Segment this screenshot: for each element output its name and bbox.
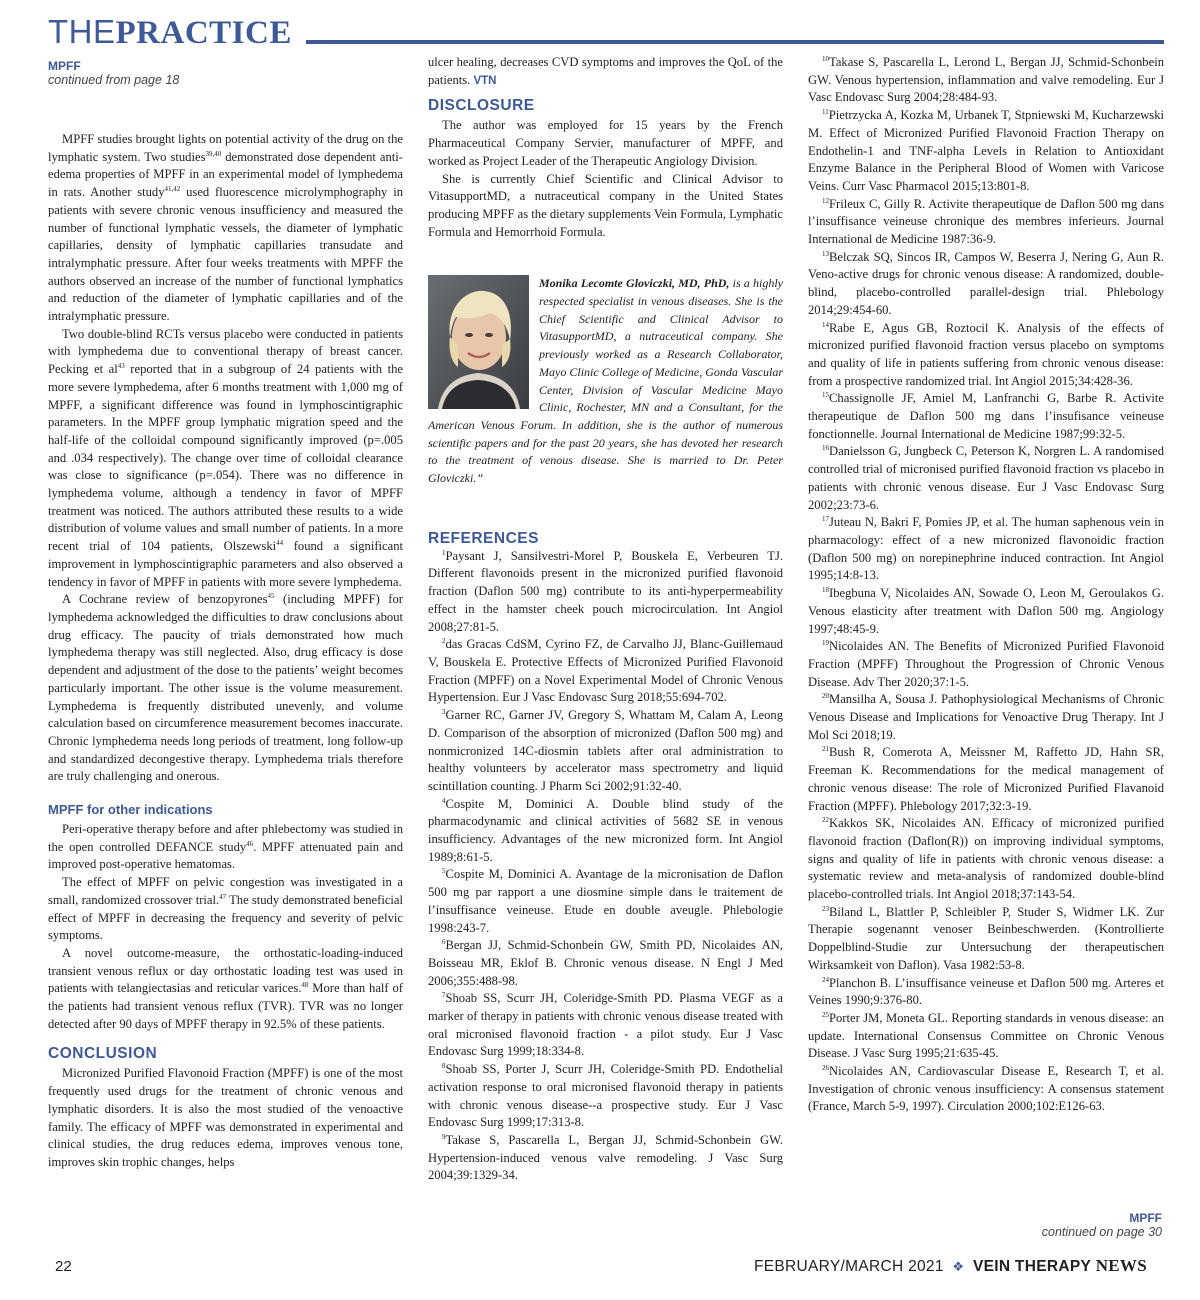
reference-number: 4	[442, 796, 446, 805]
reference-number: 20	[822, 692, 829, 701]
reference-text: Belczak SQ, Sincos IR, Campos W, Beserra J, Nering G, Aun R. Veno-active drugs for chronic venous disease: A randomized, double-blind, placebo-controlled parallel-design trial. Phlebology 2014;29:454-60.	[808, 249, 1164, 317]
reference-item	[808, 54, 1164, 107]
reference-item	[808, 107, 1164, 196]
reference-item	[428, 1132, 783, 1185]
body-paragraph: A novel outcome-measure, the orthostatic-loading-induced transient venous reflux or day orthostatic loading test was used in patients with telangiectasias and reticular varices.$^{48}$ More than half of the patients had transient venous reflux (TVR). TVR was no longer detected after 90 days of MPFF therapy in 92.5% of these patients.	[48, 945, 403, 1031]
body-paragraph: MPFF studies brought lights on potential activity of the drug on the lymphatic system. Two studies$^{39,40}$ demonstrated dose dependent anti-edema properties of MPFF in an experimental model of lymphedema in rats. Another study$^{41,42}$ used fluorescence microlymphography in patients with severe chronic venous insufficiency and measured the number of functional lymphatic vessels, the diameter of lymphatic capillaries, density of lymphatic capillaries transudate and intralymphatic pressure. After four weeks treatments with MPFF the authors observed an increase of the number of functional lymphatics and reduction of the diameter of lymphatic capillaries and of the intralymphatic pressure.	[48, 132, 403, 324]
author-photo	[428, 275, 529, 409]
reference-item	[808, 443, 1164, 514]
reference-text: Shoab SS, Porter J, Scurr JH, Coleridge-Smith PD. Endothelial activation response to oral micronised flavonoid therapy in patients with chronic venous disease--a prospective study. Eur J Vasc Endovasc Surg 1999;17:313-8.	[428, 1062, 783, 1130]
reference-item	[808, 514, 1164, 585]
author-bio	[428, 275, 783, 487]
reference-text: Cospite M, Dominici A. Avantage de la micronisation de Daflon 500 mg par rapport a une diosmine simple dans le traitement de l’insuffisance veineuse. Etude en double aveugle. Phlebologie 1998:243-7.	[428, 867, 783, 935]
reference-text: Porter JM, Moneta GL. Reporting standards in venous disease: an update. International Consensus Committee on Chronic Venous Disease. J Vasc Surg 1995;21:635-45.	[808, 1010, 1164, 1061]
section-masthead	[48, 14, 1164, 50]
page-number: 22	[55, 1258, 72, 1275]
body-paragraph: ulcer healing, decreases CVD symptoms and improves the QoL of the patients. VTN	[428, 55, 783, 87]
reference-number: 15	[822, 391, 829, 400]
reference-number: 25	[822, 1010, 829, 1019]
heading-disclosure: DISCLOSURE	[428, 97, 535, 115]
reference-number: 5	[442, 867, 446, 876]
reference-number: 16	[822, 444, 829, 453]
reference-item	[808, 249, 1164, 320]
reference-number: 17	[822, 515, 829, 524]
reference-number: 10	[822, 54, 829, 63]
reference-number: 8	[442, 1061, 446, 1070]
issue-date: FEBRUARY/MARCH 2021	[754, 1258, 944, 1275]
reference-item	[808, 638, 1164, 691]
reference-number: 19	[822, 639, 829, 648]
author-bio-text: Monika Lecomte Gloviczki, MD, PhD, is a highly respected specialist in venous diseases. She is the Chief Scientific and Clinical Advisor to VitasupportMD, a nutraceutical company. She previously worked as a Research Collaborator, Mayo Clinic College of Medicine, Gonda Vascular Center, Division of Vascular Medicine Mayo Clinic, Rochester, MN and a Consultant, for the American Venous Forum. In addition, she is the author of numerous scientific papers and for the past 20 years, she has devoted her research to the treatment of venous disease. She is married to Dr. Peter Gloviczki.”	[428, 276, 783, 486]
reference-number: 3	[442, 707, 446, 716]
reference-number: 24	[822, 975, 829, 984]
reference-text: Ibegbuna V, Nicolaides AN, Sowade O, Leon M, Geroulakos G. Venous elasticity after treatment with Daflon 500 mg. Angiology 1997;48:45-9.	[808, 586, 1164, 636]
reference-number: 21	[822, 745, 829, 754]
reference-number: 7	[442, 991, 446, 1000]
reference-text: Takase S, Pascarella L, Bergan JJ, Schmid-Schonbein GW. Hypertension-induced venous valve remodeling. J Vasc Surg 2004;39:1329-34.	[428, 1132, 783, 1183]
reference-item	[428, 707, 783, 796]
body-paragraph: A Cochrane review of benzopyrones$^{45}$ (including MPFF) for lymphedema acknowledged the difficulties to draw conclusions about drug efficacy. The paucity of trials demonstrated how much lymphedema therapy was still neglected. Also, drug efficacy is dose dependent and adjustment of the dose to the patients’ weight becomes particularly important. The other issue is the volume measurement. Lymphedema is frequently distributed unevenly, and volume calculation based on circumference measurement becomes inaccurate. Chronic lymphedema needs long periods of treatment, long follow-up and standardized decongestive therapy. Lymphedema trials therefore are truly challenging and onerous.	[48, 592, 403, 784]
reference-text: Bush R, Comerota A, Meissner M, Raffetto JD, Hahn SR, Freeman K. Recommendations for the medical management of chronic venous disease: The role of Micronized Purified Flavanoid Fraction (MPFF). Phlebology 2017;32:3-19.	[808, 745, 1164, 813]
reference-text: Nicolaides AN, Cardiovascular Disease E, Research T, et al. Investigation of chronic venous insufficiency: A consensus statement (France, March 5-9, 1997). Circulation 2000;102:E126-63.	[808, 1064, 1164, 1114]
heading-references: REFERENCES	[428, 529, 539, 547]
reference-number: 26	[822, 1063, 829, 1072]
reference-list	[808, 54, 1164, 1116]
reference-item	[428, 636, 783, 707]
reference-number: 23	[822, 904, 829, 913]
reference-item	[428, 548, 783, 637]
continued-on-link[interactable]: continued on page 30	[1041, 1225, 1162, 1239]
reference-item	[808, 1063, 1164, 1116]
reference-number: 11	[822, 107, 829, 116]
reference-text: Cospite M, Dominici A. Double blind study of the pharmacodynamic and clinical activities of 5682 SE in venous insufficiency. Advantages of the new micronized form. Int Angiol 1989;8:61-5.	[428, 796, 783, 864]
reference-item	[808, 585, 1164, 638]
reference-number: 13	[822, 249, 829, 258]
reference-item	[808, 196, 1164, 249]
reference-number: 2	[442, 637, 446, 646]
publication-name: VEIN THERAPY	[972, 1258, 1092, 1275]
diamond-icon: ❖	[952, 1259, 965, 1274]
reference-item	[808, 744, 1164, 815]
continued-from-link[interactable]: continued from page 18	[48, 73, 180, 87]
reference-text: das Gracas CdSM, Cyrino FZ, de Carvalho JJ, Blanc-Guillemaud V, Bouskela E. Protective Effects of Micronized Purified Flavonoid Fraction (MPFF) on a Novel Experimental Model of Chronic Venous Hypertension. Eur J Vasc Endovasc Surg 2018;55:694-702.	[428, 637, 783, 705]
end-kicker: MPFF	[1129, 1211, 1162, 1225]
reference-text: Biland L, Blattler P, Schleibler P, Studer S, Widmer LK. Zur Therapie sogenannt venoser Beinbeschwerden. (Kontrollierte Doppelblind-Studie zur Untersuchung der therapeutischen Wirksamkeit von Daflon). Vasa 1982:53-8.	[808, 904, 1164, 972]
heading-conclusion: CONCLUSION	[48, 1045, 158, 1063]
reference-number: 9	[442, 1132, 446, 1141]
subheading-other-indications: MPFF for other indications	[48, 802, 213, 818]
reference-text: Kakkos SK, Nicolaides AN. Efficacy of micronized purified flavonoid fraction (Daflon(R)) on improving individual symptoms, signs and quality of life in patients with chronic venous disease: a systematic review and meta-analysis of randomized double-blind placebo-controlled trials. Int Angiol 2018;37:143-54.	[808, 816, 1164, 902]
reference-item	[808, 691, 1164, 744]
section-title: THEPRACTICE	[48, 13, 292, 51]
publication-news: NEWS	[1095, 1256, 1147, 1275]
article-kicker: MPFF	[48, 59, 81, 73]
reference-text: Bergan JJ, Schmid-Schonbein GW, Smith PD, Nicolaides AN, Boisseau MR, Eklof B. Chronic venous disease. N Engl J Med 2006;355:488-98.	[428, 938, 783, 988]
reference-item	[428, 1061, 783, 1132]
reference-text: Nicolaides AN. The Benefits of Micronized Purified Flavonoid Fraction (MPFF) Throughout the Progression of Chronic Venous Disease. Adv Ther 2020;37:1-5.	[808, 639, 1164, 689]
reference-text: Shoab SS, Scurr JH, Coleridge-Smith PD. Plasma VEGF as a marker of therapy in patients with chronic venous disease treated with oral micronised flavonoid fraction - a pilot study. Eur J Vasc Endovasc Surg 1999;18:334-8.	[428, 991, 783, 1059]
reference-item	[808, 320, 1164, 391]
reference-number: 12	[822, 196, 829, 205]
reference-text: Chassignolle JF, Amiel M, Lanfranchi G, Barbe R. Activite therapeutique de Daflon 500 mg dans l’insufisance veineuse fonctionnelle. Journal International de Medicine 1987;99:32-5.	[808, 391, 1164, 441]
reference-item	[808, 1010, 1164, 1063]
reference-number: 14	[822, 320, 829, 329]
reference-text: Takase S, Pascarella L, Lerond L, Bergan JJ, Schmid-Schonbein GW. Venous hypertension, inflammation and valve remodeling. Eur J Vasc Endovasc Surg 2004;28:484-93.	[808, 55, 1164, 105]
reference-number: 18	[822, 585, 829, 594]
reference-item	[808, 904, 1164, 975]
issue-footer	[754, 1256, 1147, 1276]
body-paragraph: The author was employed for 15 years by the French Pharmaceutical Company Servier, manufacturer of MPFF, and worked as Project Leader of the Therapeutic Angiology Division.	[428, 118, 783, 168]
column-1	[48, 60, 403, 1172]
reference-text: Pietrzycka A, Kozka M, Urbanek T, Stpniewski M, Kucharzewski M. Effect of Micronized Purified Flavonoid Fraction Therapy on Endothelin-1 and TNF-alpha Levels in Relation to Antioxidant Enzyme Balance in the Peripheral Blood of Women with Varicose Veins. Curr Vasc Pharmacol 2015;13:801-8.	[808, 108, 1164, 193]
reference-number: 1	[442, 548, 446, 557]
reference-list	[428, 548, 783, 1185]
reference-text: Mansilha A, Sousa J. Pathophysiological Mechanisms of Chronic Venous Disease and Implications for Venoactive Drug Therapy. Int J Mol Sci 2018;19.	[808, 692, 1164, 742]
reference-item	[808, 975, 1164, 1010]
reference-number: 22	[822, 816, 829, 825]
body-paragraph: She is currently Chief Scientific and Clinical Advisor to VitasupportMD, a nutraceutical company in the United States producing MPFF as the dietary supplements Vein Formula, Lymphatic Formula and Hemorrhoid Formula.	[428, 171, 783, 239]
reference-text: Paysant J, Sansilvestri-Morel P, Bouskela E, Verbeuren TJ. Different flavonoids present in the micronized purified flavonoid fraction (Daflon 500 mg) contribute to its anti-hyperpermeability effect in the hamster cheek pouch microcirculation. Int Angiol 2008;27:81-5.	[428, 548, 783, 634]
reference-item	[428, 990, 783, 1061]
masthead-rule	[306, 40, 1164, 44]
reference-number: 6	[442, 938, 446, 947]
reference-text: Rabe E, Agus GB, Roztocil K. Analysis of the effects of micronized purified flavonoid fraction versus placebo on symptoms and quality of life in patients suffering from chronic venous disease: from a prospective randomized trial. Int Angiol 2015;34:428-36.	[808, 320, 1164, 388]
reference-item	[428, 796, 783, 867]
reference-text: Juteau N, Bakri F, Pomies JP, et al. The human saphenous vein in pharmacology: effect of a new micronized flavonoidic fraction (Daflon 500 mg) on norepinephrine induced contraction. Int Angiol 1995;14:8-13.	[808, 515, 1164, 583]
column-2	[428, 54, 783, 1185]
body-paragraph: The effect of MPFF on pelvic congestion was investigated in a small, randomized crossover trial.$^{47}$ The study demonstrated beneficial effect of MPFF in decreasing the frequency and severity of pelvic symptoms.	[48, 875, 403, 943]
body-paragraph: Micronized Purified Flavonoid Fraction (MPFF) is one of the most frequently used drugs for the treatment of chronic venous and lymphatic disorders. It is also the most studied of the venoactive family. The efficacy of MPFF was demonstrated in experimental and clinical studies, the drug reduces edema, improves venous tone, improves skin trophic changes, helps	[48, 1066, 403, 1169]
reference-item	[428, 866, 783, 937]
reference-item	[428, 937, 783, 990]
body-paragraph: Two double-blind RCTs versus placebo were conducted in patients with lymphedema due to conventional therapy of breast cancer. Pecking et $al^{43}$ reported that in a subgroup of 24 patients with the more severe lymphedema, after 6 months treatment with 1,000 mg of MPFF, a significant difference was found in lymphoscintigraphic parameters. In the MPFF group lymphatic migration speed and the half-life of the colloidal compound significantly improved (p=.005 and .034 respectively). The change over time of colloidal clearance was close to significance (p=.054). There was no difference in lymphedema volume, although a tendency in favor of MPFF treatment was noticed. The authors attributed these results to a wide distribution of volume values and small number of patients. In a more recent trial of 104 patients, Olszewski$^{44}$ found a significant improvement in lymphoscintigraphic parameters and also observed a tendency in favor of MPFF in patients with more severe lymphedema.	[48, 326, 404, 589]
column-3	[808, 54, 1164, 1116]
reference-text: Danielsson G, Jungbeck C, Peterson K, Norgren L. A randomised controlled trial of micronised purified flavonoid fraction vs placebo in patients with chronic venous disease. Eur J Vasc Endovasc Surg 2002;23:73-6.	[808, 444, 1164, 512]
body-paragraph: Peri-operative therapy before and after phlebectomy was studied in the open controlled DEFANCE study$^{46}$. MPFF attenuated pain and improved post-operative hematomas.	[48, 822, 403, 872]
reference-text: Planchon B. L’insuffisance veineuse et Daflon 500 mg. Arteres et Veines 1990;9:376-80.	[808, 975, 1164, 1008]
vtn-end-mark: VTN	[473, 74, 497, 87]
reference-text: Frileux C, Gilly R. Activite therapeutique de Daflon 500 mg dans l’insuffisance veineuse chronique des membres inferieurs. Journal International de Medicine 1987:36-9.	[808, 196, 1164, 247]
reference-item	[808, 815, 1164, 904]
reference-item	[808, 390, 1164, 443]
reference-text: Garner RC, Garner JV, Gregory S, Whattam M, Calam A, Leong D. Comparison of the absorption of micronized (Daflon 500 mg) and nonmicronized 14C-diosmin tablets after oral administration to healthy volunteers by accelerator mass spectrometry and liquid scintillation counting. J Pharm Sci 2002;91:32-40.	[428, 708, 783, 793]
continued-note	[1042, 1212, 1162, 1240]
